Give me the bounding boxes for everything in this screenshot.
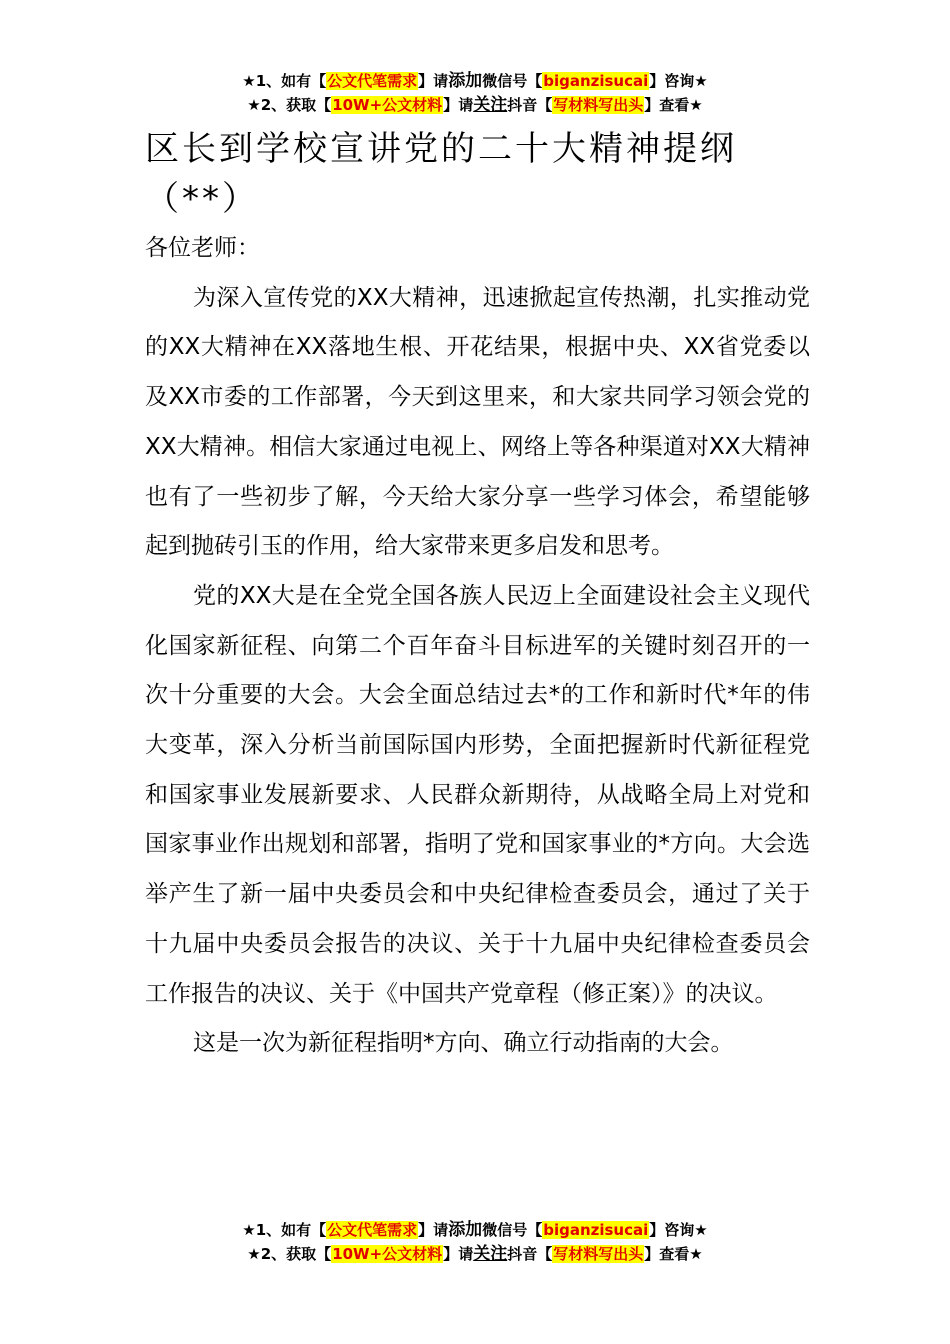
promo-wechat-id: biganzisucai bbox=[543, 72, 649, 90]
promo-text: 】咨询★ bbox=[649, 72, 708, 90]
promo-text: 】查看★ bbox=[644, 96, 703, 114]
promo-line-2 bbox=[0, 93, 950, 117]
promo-emphasis: 添加 bbox=[448, 1220, 483, 1240]
paragraph-2: 党的XX大是在全党全国各族人民迈上全面建设社会主义现代化国家新征程、向第二个百年奋斗目标进军的关键时刻召开的一次十分重要的大会。大会全面总结过去*的工作和新时代*年的伟大变革，深入分析当前国际国内形势，全面把握新时代新征程党和国家事业发展新要求、人民群众新期待，从战略全局上对党和国家事业作出规划和部署，指明了党和国家事业的*方向。大会选举产生了新一届中央委员会和中央纪律检查委员会，通过了关于十九届中央委员会报告的决议、关于十九届中央纪律检查委员会工作报告的决议、关于《中国共产党章程（修正案）》的决议。 bbox=[145, 582, 810, 1007]
promo-line-1 bbox=[0, 69, 950, 93]
promo-text: ★2、获取【 bbox=[247, 1245, 332, 1263]
promo-text: ★1、如有【 bbox=[242, 72, 327, 90]
salutation: 各位老师： bbox=[145, 235, 260, 261]
promo-text: 】请 bbox=[418, 72, 449, 90]
promo-text: 抖音【 bbox=[507, 96, 553, 114]
document-title: 区长到学校宣讲党的二十大精神提纲（**） bbox=[145, 129, 737, 219]
promo-emphasis: 添加 bbox=[448, 71, 483, 91]
promo-wechat-id: biganzisucai bbox=[543, 1221, 649, 1239]
promo-text: ★2、获取【 bbox=[247, 96, 332, 114]
bottom-promo-banner bbox=[0, 1218, 950, 1266]
paragraph-3: 这是一次为新征程指明*方向、确立行动指南的大会。 bbox=[193, 1030, 734, 1057]
promo-text: 】请 bbox=[443, 96, 474, 114]
promo-text: 微信号【 bbox=[482, 1221, 543, 1239]
promo-text: 】查看★ bbox=[644, 1245, 703, 1263]
promo-text: ★1、如有【 bbox=[242, 1221, 327, 1239]
promo-text: 】咨询★ bbox=[649, 1221, 708, 1239]
promo-highlight: 公文代笔需求 bbox=[327, 1221, 418, 1239]
promo-line-2 bbox=[0, 1242, 950, 1266]
promo-douyin-id: 写材料写出头 bbox=[553, 1245, 644, 1263]
promo-highlight: 10W+公文材料 bbox=[332, 1245, 443, 1263]
promo-line-1 bbox=[0, 1218, 950, 1242]
promo-highlight: 10W+公文材料 bbox=[332, 96, 443, 114]
promo-text: 】请 bbox=[418, 1221, 449, 1239]
paragraph-1: 为深入宣传党的XX大精神，迅速掀起宣传热潮，扎实推动党的XX大精神在XX落地生根、开花结果，根据中央、XX省党委以及XX市委的工作部署，今天到这里来，和大家共同学习领会党的XX大精神。相信大家通过电视上、网络上等各种渠道对XX大精神也有了一些初步了解，今天给大家分享一些学习体会，希望能够起到抛砖引玉的作用，给大家带来更多启发和思考。 bbox=[145, 284, 810, 560]
promo-text: 微信号【 bbox=[482, 72, 543, 90]
top-promo-banner bbox=[0, 69, 950, 117]
promo-douyin-id: 写材料写出头 bbox=[553, 96, 644, 114]
document-body bbox=[145, 224, 810, 1069]
promo-emphasis: 关注 bbox=[473, 1244, 508, 1264]
promo-emphasis: 关注 bbox=[473, 95, 508, 115]
promo-highlight: 公文代笔需求 bbox=[327, 72, 418, 90]
promo-text: 】请 bbox=[443, 1245, 474, 1263]
promo-text: 抖音【 bbox=[507, 1245, 553, 1263]
